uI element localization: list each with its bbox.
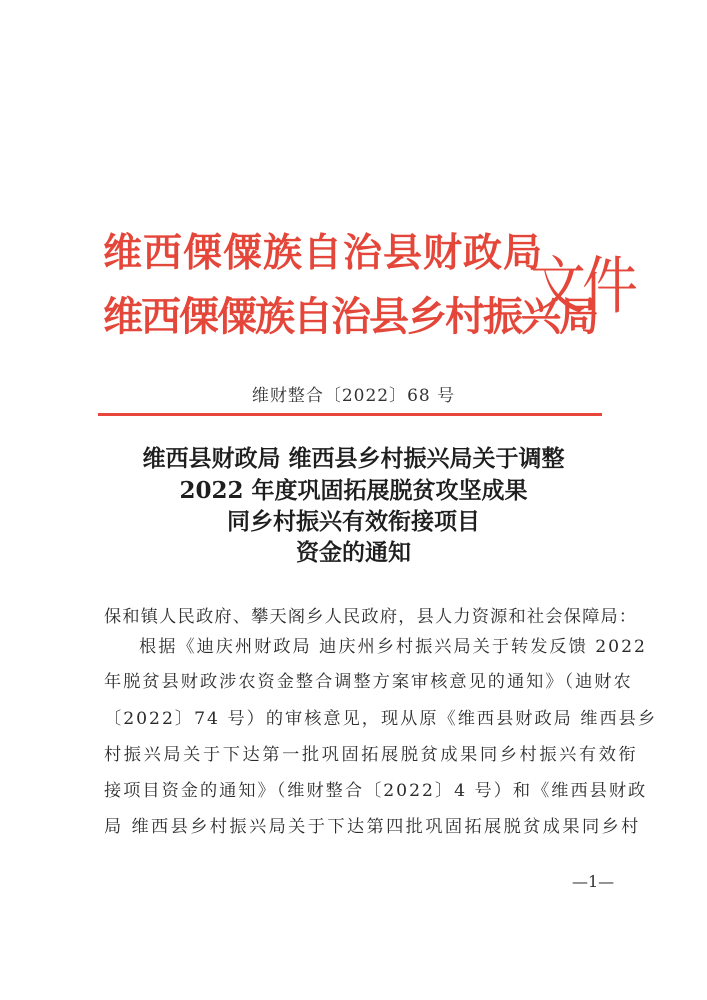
- document-number: 维财整合〔2022〕68 号: [251, 386, 456, 406]
- issuing-org-rural-revitalization-bureau: 维西傈僳族自治县乡村振兴局: [103, 293, 597, 340]
- body-line: 接项目资金的通知》（维财整合〔2022〕4 号）和《维西县财政: [104, 781, 648, 801]
- title-line-4: 资金的通知: [296, 539, 411, 566]
- issuing-org-finance-bureau: 维西傈僳族自治县财政局: [103, 230, 544, 276]
- body-line: 〔2022〕74 号）的审核意见，现从原《维西县财政局 维西县乡: [104, 709, 658, 729]
- body-line: 年脱贫县财政涉农资金整合调整方案审核意见的通知》（迪财农: [104, 672, 633, 692]
- page-number: —1—: [572, 872, 615, 891]
- body-line: 村振兴局关于下达第一批巩固拓展脱贫成果同乡村振兴有效衔: [104, 745, 639, 765]
- title-line-3: 同乡村振兴有效衔接项目: [227, 508, 480, 535]
- title-line-1: 维西县财政局 维西县乡村振兴局关于调整: [142, 445, 565, 472]
- body-line: 局 维西县乡村振兴局关于下达第四批巩固拓展脱贫成果同乡村: [104, 817, 641, 837]
- body-line: 根据《迪庆州财政局 迪庆州乡村振兴局关于转发反馈 2022: [139, 637, 647, 657]
- title-line-2: 2022 年度巩固拓展脱贫攻坚成果: [179, 477, 528, 504]
- body-line-recipients: 保和镇人民政府、攀天阁乡人民政府，县人力资源和社会保障局：: [104, 607, 638, 627]
- red-separator-line: [98, 413, 602, 416]
- doc-type-label: 文件: [530, 250, 634, 324]
